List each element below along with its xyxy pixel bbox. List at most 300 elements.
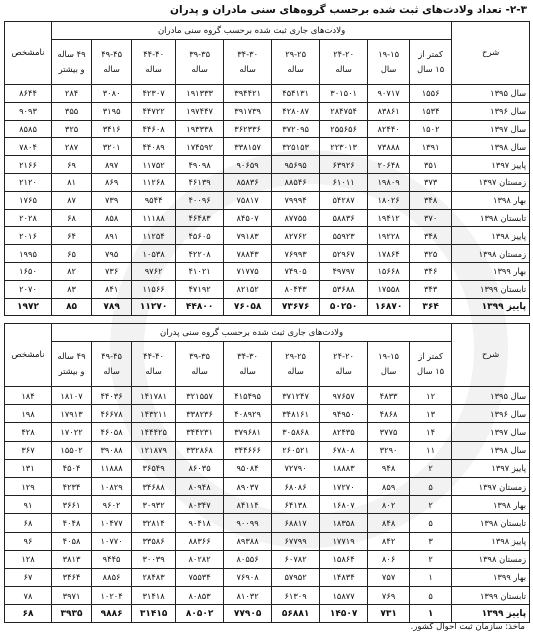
table-cell: ۴۴۷۲۲ bbox=[132, 102, 176, 120]
table-cell: ۱۳۹۱ bbox=[410, 138, 452, 156]
table-cell: ۸۰۵۵۶ bbox=[224, 550, 272, 568]
table-cell: ۵ bbox=[410, 514, 452, 532]
table-cell: ۱۵۶۶۸ bbox=[368, 262, 410, 280]
table-cell: ۳۲۱۵۵۷ bbox=[176, 387, 224, 405]
header-20-24: ۲۴-۲۰ ساله bbox=[320, 342, 368, 387]
table-cell: ۴۰۵۸ bbox=[52, 532, 92, 550]
table-cell: ۲۰۶۴۸ bbox=[368, 156, 410, 174]
table-cell: ۳۴۶ bbox=[410, 262, 452, 280]
table-cell: ۷۶۰۵۸ bbox=[224, 298, 272, 316]
table-cell: ۸۶۴۴ bbox=[5, 85, 52, 103]
table-cell: ۱۱۵۶۶ bbox=[132, 280, 176, 298]
row-label: سال ۱۳۹۸ bbox=[452, 441, 530, 459]
table-cell: ۷۹۱۸۳ bbox=[224, 227, 272, 245]
table-cell: ۶۰۷۸۲ bbox=[272, 550, 320, 568]
table-cell: ۷۹۹۹۴ bbox=[272, 191, 320, 209]
header-20-24: ۲۴-۲۰ ساله bbox=[320, 40, 368, 85]
table-cell: ۸۲۴۳۵ bbox=[320, 423, 368, 441]
table-cell: ۴۶۱۳۹ bbox=[176, 173, 224, 191]
table-cell: ۸۶۰۳۵ bbox=[176, 459, 224, 477]
table-cell: ۸۱۰۳۲ bbox=[224, 587, 272, 605]
table-cell: ۸۴۲ bbox=[368, 532, 410, 550]
table-cell: ۱۰۸۲۹ bbox=[92, 477, 132, 495]
table-cell: ۸۸۵۴۶ bbox=[272, 173, 320, 191]
table-cell: ۱۱۸۸۸ bbox=[92, 459, 132, 477]
table-cell: ۴۵۶۰۵ bbox=[176, 227, 224, 245]
table-cell: ۴۶۶۷۸ bbox=[92, 405, 132, 423]
table-row bbox=[5, 102, 530, 120]
table-cell: ۹۶ bbox=[5, 532, 52, 550]
table-cell: ۶۸ bbox=[5, 514, 52, 532]
table-cell: ۱۱۲۵۴ bbox=[132, 227, 176, 245]
table-cell: ۱۰۴۷۷ bbox=[92, 514, 132, 532]
table-cell: ۱۶۸۷۰ bbox=[368, 298, 410, 316]
row-label: پاییز ۱۳۹۷ bbox=[452, 156, 530, 174]
table-cell: ۱۹۹۵ bbox=[5, 245, 52, 263]
table-cell: ۸۱ bbox=[52, 173, 92, 191]
table-cell: ۶۵ bbox=[52, 245, 92, 263]
table-cell: ۱۵۰۲ bbox=[410, 120, 452, 138]
table-cell: ۹۵۰۸۴ bbox=[224, 459, 272, 477]
table-cell: ۲۱۲۰ bbox=[5, 173, 52, 191]
table-cell: ۲۰۲۸ bbox=[5, 209, 52, 227]
table-cell: ۸۲۷۶۲ bbox=[272, 227, 320, 245]
table-cell: ۳۹۴۴۲۱ bbox=[224, 85, 272, 103]
table-cell: ۱۸۴ bbox=[5, 387, 52, 405]
table-cell: ۳۰۱۵۰۱ bbox=[320, 85, 368, 103]
table-cell: ۴۴۰۸۹ bbox=[132, 138, 176, 156]
table-row bbox=[5, 405, 530, 423]
row-label: زمستان ۱۳۹۷ bbox=[452, 173, 530, 191]
row-label: زمستان ۱۳۹۸ bbox=[452, 550, 530, 568]
table-cell: ۶۹ bbox=[52, 156, 92, 174]
table-cell: ۹۸۸۶ bbox=[92, 605, 132, 623]
table-cell: ۱۵۸۶۴ bbox=[320, 550, 368, 568]
table-cell: ۷۸۹ bbox=[92, 298, 132, 316]
table-cell: ۸۰۸۵۳ bbox=[176, 587, 224, 605]
row-label: پاییز ۱۳۹۹ bbox=[452, 605, 530, 623]
table-cell: ۱۲۹ bbox=[5, 477, 52, 495]
table-cell: ۲ bbox=[410, 459, 452, 477]
header-45-49: ۴۹-۴۵ ساله bbox=[92, 342, 132, 387]
table-cell: ۹۰۷۱۷ bbox=[368, 85, 410, 103]
header-49-plus: ۴۹ ساله و بیشتر bbox=[52, 342, 92, 387]
table-cell: ۴۴۶۰۸ bbox=[132, 120, 176, 138]
table-cell: ۱ bbox=[410, 605, 452, 623]
table-cell: ۳۴۸ bbox=[410, 191, 452, 209]
table-cell: ۱۴۵۰۷ bbox=[320, 605, 368, 623]
table-cell: ۸۲۴۴۰ bbox=[368, 120, 410, 138]
table-cell: ۳۷۲۰۹۵ bbox=[272, 120, 320, 138]
table-cell: ۲۱۶۶ bbox=[5, 156, 52, 174]
table-cell: ۴۱۵۴۹۵ bbox=[224, 387, 272, 405]
table-cell: ۹۰۹۳ bbox=[5, 102, 52, 120]
table-row bbox=[5, 262, 530, 280]
table-cell: ۷۶۹ bbox=[368, 587, 410, 605]
table-row bbox=[5, 209, 530, 227]
table-cell: ۳۶۶۱ bbox=[52, 496, 92, 514]
table-cell: ۹۱ bbox=[5, 496, 52, 514]
header-25-29: ۲۹-۲۵ ساله bbox=[272, 342, 320, 387]
table-cell: ۷۷۹۰۵ bbox=[224, 605, 272, 623]
row-label: سال ۱۳۹۷ bbox=[452, 120, 530, 138]
table-cell: ۱۴ bbox=[410, 423, 452, 441]
table-cell: ۸۵۸۳۶ bbox=[224, 173, 272, 191]
row-label: تابستان ۱۳۹۸ bbox=[452, 209, 530, 227]
table-cell: ۳۴۶۴ bbox=[52, 568, 92, 586]
table-cell: ۷۵۷ bbox=[368, 568, 410, 586]
table-cell: ۱۷۲۷۰ bbox=[320, 477, 368, 495]
table-cell: ۸۲۱۵۲ bbox=[224, 280, 272, 298]
table-cell: ۸۵۸۵ bbox=[5, 120, 52, 138]
row-label: تابستان ۱۳۹۹ bbox=[452, 587, 530, 605]
table-cell: ۱۱۱۸۸ bbox=[132, 209, 176, 227]
table-cell: ۳۱۹۵ bbox=[92, 102, 132, 120]
table-cell: ۱۱۷۵۲ bbox=[132, 156, 176, 174]
table-cell: ۶۷ bbox=[5, 568, 52, 586]
table-cell: ۷۱۷۷۵ bbox=[224, 262, 272, 280]
table-cell: ۹۶۰۲ bbox=[92, 496, 132, 514]
table-cell: ۴۰۴۸ bbox=[52, 514, 92, 532]
table-cell: ۷۳۶ bbox=[92, 262, 132, 280]
table-cell: ۷۶۹۹۳ bbox=[272, 245, 320, 263]
table-cell: ۴۶۴۸۳ bbox=[176, 209, 224, 227]
table-cell: ۳۶۵۴۹ bbox=[132, 459, 176, 477]
table-row bbox=[5, 587, 530, 605]
table-cell: ۳۲۵ bbox=[410, 245, 452, 263]
table-cell: ۱۷۷۱۹ bbox=[320, 532, 368, 550]
table-cell: ۴۱۰۲۱ bbox=[176, 262, 224, 280]
table-cell: ۲۶۰۵۲۱ bbox=[272, 441, 320, 459]
header-30-34: ۳۴-۳۰ ساله bbox=[224, 342, 272, 387]
table-cell: ۱۷۵۵۸ bbox=[368, 280, 410, 298]
header-40-44: ۴۴-۴۰ ساله bbox=[132, 342, 176, 387]
table-cell: ۸۰۹۴۸ bbox=[176, 477, 224, 495]
table-cell: ۹۰۶۵۹ bbox=[224, 156, 272, 174]
table-cell: ۵۸۸۳۶ bbox=[320, 209, 368, 227]
table-cell: ۳۷۷۵ bbox=[368, 423, 410, 441]
table-cell: ۱۴۴۴۲۵ bbox=[132, 423, 176, 441]
table-cell: ۱۲۱۸۷۹ bbox=[132, 441, 176, 459]
table-cell: ۶۸۰۸۶ bbox=[272, 477, 320, 495]
table-cell: ۴۰۰۹۶ bbox=[176, 191, 224, 209]
table-cell: ۸۴۵۰۷ bbox=[224, 209, 272, 227]
header-under15: کمتر از ۱۵ سال bbox=[410, 342, 452, 387]
page-title: ۲-۳- تعداد ولادت‌های ثبت شده برحسب گروه‌های سنی مادران و پدران bbox=[170, 4, 527, 16]
row-label: تابستان ۱۳۹۸ bbox=[452, 514, 530, 532]
table-cell: ۲ bbox=[410, 550, 452, 568]
table-cell: ۲۰۷۰ bbox=[5, 280, 52, 298]
header-40-44: ۴۴-۴۰ ساله bbox=[132, 40, 176, 85]
table-cell: ۹۴۸ bbox=[368, 459, 410, 477]
table-cell: ۳۲۸۱۴ bbox=[132, 514, 176, 532]
table-cell: ۴۹۷۹۷ bbox=[320, 262, 368, 280]
table-cell: ۳۸۱۳ bbox=[52, 550, 92, 568]
table-cell: ۸۹۳۸۸ bbox=[224, 532, 272, 550]
row-label: بهار ۱۳۹۹ bbox=[452, 568, 530, 586]
table-cell: ۸۰۵۰۲ bbox=[176, 605, 224, 623]
row-label: تابستان ۱۳۹۹ bbox=[452, 280, 530, 298]
table-cell: ۴۲۲۰۸ bbox=[176, 245, 224, 263]
table-row bbox=[5, 156, 530, 174]
header-35-39: ۳۹-۳۵ ساله bbox=[176, 40, 224, 85]
table-cell: ۶۷۸۰۸ bbox=[320, 441, 368, 459]
table-row bbox=[5, 85, 530, 103]
table-cell: ۹۴۴۵ bbox=[92, 550, 132, 568]
fathers-age-table bbox=[4, 323, 530, 623]
table-cell: ۸۰۶ bbox=[368, 550, 410, 568]
table-cell: ۷۸۰۴ bbox=[5, 138, 52, 156]
table-row bbox=[5, 120, 530, 138]
table-row bbox=[5, 227, 530, 245]
table-row bbox=[5, 298, 530, 316]
header-49-plus: ۴۹ ساله و بیشتر bbox=[52, 40, 92, 85]
table-cell: ۳۴۱۶ bbox=[92, 120, 132, 138]
row-label: بهار ۱۳۹۹ bbox=[452, 262, 530, 280]
table-cell: ۸۸۳۶۶ bbox=[176, 532, 224, 550]
table-row bbox=[5, 532, 530, 550]
table-cell: ۱۹۳۳۳۸ bbox=[176, 120, 224, 138]
table-cell: ۱۹۲۲۸ bbox=[368, 227, 410, 245]
table-cell: ۷۳۱ bbox=[368, 605, 410, 623]
table-cell: ۴۹۰۹۸ bbox=[176, 156, 224, 174]
table-cell: ۸۵۸ bbox=[92, 209, 132, 227]
table-cell: ۸۳۸۶۱ bbox=[368, 102, 410, 120]
table-cell: ۴۵۰۴ bbox=[52, 459, 92, 477]
table-cell: ۵۳۶۸۸ bbox=[320, 280, 368, 298]
table-cell: ۱۰۵۳۸ bbox=[132, 245, 176, 263]
table-cell: ۶۱۰۱۱ bbox=[320, 173, 368, 191]
table-cell: ۸۸۵۶ bbox=[92, 568, 132, 586]
table-row bbox=[5, 568, 530, 586]
row-label: سال ۱۳۹۶ bbox=[452, 102, 530, 120]
table-cell: ۵۴۲۸۷ bbox=[320, 191, 368, 209]
table-cell: ۵۰۲۵۰ bbox=[320, 298, 368, 316]
table-cell: ۴۲۸ bbox=[5, 423, 52, 441]
table-cell: ۱۱۲۷۰ bbox=[132, 298, 176, 316]
table-cell: ۱۹۴۱۲ bbox=[368, 209, 410, 227]
table-cell: ۷۳۶۷۶ bbox=[272, 298, 320, 316]
table-cell: ۶۸ bbox=[5, 605, 52, 623]
table-cell: ۱۰۲۰۴ bbox=[92, 587, 132, 605]
header-35-39: ۳۹-۳۵ ساله bbox=[176, 342, 224, 387]
table-cell: ۳۰۸۰ bbox=[92, 85, 132, 103]
table-cell: ۳۴۸۱۶۱ bbox=[272, 405, 320, 423]
table-cell: ۶۷۷۹۹ bbox=[272, 532, 320, 550]
table-cell: ۸۷۷۵۵ bbox=[272, 209, 320, 227]
table-cell: ۱۲ bbox=[410, 387, 452, 405]
table-cell: ۴۵۴۱۳۱ bbox=[272, 85, 320, 103]
table-cell: ۶۸۸۱۷ bbox=[272, 514, 320, 532]
table-cell: ۳۱۴۱۸ bbox=[132, 587, 176, 605]
table-cell: ۷۹۵ bbox=[92, 245, 132, 263]
table-cell: ۳ bbox=[410, 532, 452, 550]
table-cell: ۳۷۹۶۸۱ bbox=[224, 423, 272, 441]
row-label: سال ۱۳۹۵ bbox=[452, 387, 530, 405]
table-cell: ۱۱ bbox=[410, 441, 452, 459]
table-cell: ۱۳ bbox=[410, 405, 452, 423]
table-cell: ۸۴۱ bbox=[92, 280, 132, 298]
header-unknown: نامشخص bbox=[5, 22, 52, 85]
mothers-group-header: ولادت‌های جاری ثبت شده برحسب گروه سنی مادران bbox=[52, 22, 452, 40]
table-cell: ۳۶۲۳۳۶ bbox=[224, 120, 272, 138]
table-cell: ۱۹۸۰۹ bbox=[368, 173, 410, 191]
table-cell: ۸۰۲۸۲ bbox=[176, 550, 224, 568]
table-cell: ۳۹۷۱ bbox=[52, 587, 92, 605]
mothers-age-table bbox=[4, 21, 530, 316]
table-cell: ۹۵۴۴ bbox=[132, 191, 176, 209]
table-cell: ۲۲۳۰۱۳ bbox=[320, 138, 368, 156]
table-cell: ۸۰۲ bbox=[368, 496, 410, 514]
table-cell: ۳۴۳ bbox=[410, 280, 452, 298]
table-cell: ۳۲۹۰ bbox=[368, 441, 410, 459]
table-cell: ۱۷۴۵۹۲ bbox=[176, 138, 224, 156]
table-cell: ۱۷۸۶۴ bbox=[368, 245, 410, 263]
table-cell: ۳۳۵۸۶ bbox=[132, 532, 176, 550]
header-15-19: ۱۹-۱۵ سال bbox=[368, 40, 410, 85]
table-cell: ۷۵۵۳۴ bbox=[176, 568, 224, 586]
table-cell: ۷۸۸۴۳ bbox=[224, 245, 272, 263]
table-cell: ۴۲۸۰۸۷ bbox=[272, 102, 320, 120]
table-cell: ۳۵۵ bbox=[52, 102, 92, 120]
table-cell: ۲۸۴۷۵۴ bbox=[320, 102, 368, 120]
row-label: سال ۱۳۹۵ bbox=[452, 85, 530, 103]
row-label: زمستان ۱۳۹۷ bbox=[452, 477, 530, 495]
fathers-group-header: ولادت‌های جاری ثبت شده برحسب گروه سنی پدران bbox=[52, 324, 452, 342]
table-cell: ۹۰۰۹۹ bbox=[224, 514, 272, 532]
header-sharh: شرح bbox=[452, 324, 530, 387]
table-cell: ۶۴۱۳۸ bbox=[272, 496, 320, 514]
table-row bbox=[5, 138, 530, 156]
table-cell: ۱۹۷۴۴۷ bbox=[176, 102, 224, 120]
table-cell: ۱۷۹۱۳ bbox=[52, 405, 92, 423]
table-cell: ۳۴۴۲۳۱ bbox=[176, 423, 224, 441]
table-cell: ۳۶۷ bbox=[5, 441, 52, 459]
table-cell: ۴۸۶۸ bbox=[368, 405, 410, 423]
table-cell: ۳۲۵۱۵۳ bbox=[272, 138, 320, 156]
table-cell: ۵ bbox=[410, 477, 452, 495]
table-cell: ۸۹۱ bbox=[92, 227, 132, 245]
table-cell: ۹۷۶۲ bbox=[132, 262, 176, 280]
table-cell: ۱۸۳۵۸ bbox=[320, 514, 368, 532]
table-cell: ۳۷۳ bbox=[410, 173, 452, 191]
table-cell: ۱۰۷۷۰ bbox=[92, 532, 132, 550]
table-cell: ۶۳۹۲۶ bbox=[320, 156, 368, 174]
table-cell: ۵۵۹۲۳ bbox=[320, 227, 368, 245]
row-label: سال ۱۳۹۷ bbox=[452, 423, 530, 441]
table-cell: ۴۲۳۴ bbox=[52, 477, 92, 495]
table-row bbox=[5, 423, 530, 441]
table-cell: ۳۱۴۱۵ bbox=[132, 605, 176, 623]
row-label: زمستان ۱۳۹۸ bbox=[452, 245, 530, 263]
table-row bbox=[5, 387, 530, 405]
table-cell: ۵۷۹۵۲ bbox=[272, 568, 320, 586]
table-cell: ۸۴۱۱۴ bbox=[224, 496, 272, 514]
table-cell: ۴۲۳۰۷ bbox=[132, 85, 176, 103]
table-cell: ۱۹۷۲ bbox=[5, 298, 52, 316]
table-cell: ۳۴۴۶۶۶ bbox=[224, 441, 272, 459]
table-row bbox=[5, 459, 530, 477]
table-row bbox=[5, 173, 530, 191]
table-cell: ۳۹۱۷۳۹ bbox=[224, 102, 272, 120]
row-label: بهار ۱۳۹۸ bbox=[452, 496, 530, 514]
table-cell: ۸۹۰۳۷ bbox=[224, 477, 272, 495]
table-cell: ۳۰۰۳۹ bbox=[132, 550, 176, 568]
table-cell: ۲۸۷ bbox=[52, 138, 92, 156]
header-under15: کمتر از ۱۵ سال bbox=[410, 40, 452, 85]
table-cell: ۱۷۰۲۲ bbox=[52, 423, 92, 441]
table-cell: ۲۵۵۶۵۶ bbox=[320, 120, 368, 138]
row-label: پاییز ۱۳۹۷ bbox=[452, 459, 530, 477]
table-row bbox=[5, 280, 530, 298]
table-cell: ۲ bbox=[410, 496, 452, 514]
table-cell: ۱۴۸۳۴ bbox=[320, 568, 368, 586]
table-cell: ۸۶۹ bbox=[92, 173, 132, 191]
table-cell: ۶۱۳۰۹ bbox=[272, 587, 320, 605]
table-cell: ۴۷۱۹۲ bbox=[176, 280, 224, 298]
table-cell: ۱۴۳۲۱۱ bbox=[132, 405, 176, 423]
header-15-19: ۱۹-۱۵ سال bbox=[368, 342, 410, 387]
table-cell: ۵ bbox=[410, 587, 452, 605]
table-cell: ۲۰۱۶ bbox=[5, 227, 52, 245]
table-cell: ۳۳۲۸۶۸ bbox=[176, 441, 224, 459]
table-cell: ۹۰۴۱۸ bbox=[176, 514, 224, 532]
table-cell: ۸۳ bbox=[52, 280, 92, 298]
table-cell: ۸۹۷ bbox=[92, 156, 132, 174]
table-cell: ۲۸۴۸۳ bbox=[132, 568, 176, 586]
table-cell: ۳۴۶۸۸ bbox=[132, 477, 176, 495]
table-cell: ۳۹۰۸۸ bbox=[92, 441, 132, 459]
table-cell: ۷۴۹۰۵ bbox=[272, 262, 320, 280]
table-cell: ۱۸۸۸۳ bbox=[320, 459, 368, 477]
table-cell: ۱۴۱۷۸۱ bbox=[132, 387, 176, 405]
table-cell: ۱ bbox=[410, 568, 452, 586]
table-cell: ۳۰۵۸۶۸ bbox=[272, 423, 320, 441]
row-label: پاییز ۱۳۹۹ bbox=[452, 298, 530, 316]
table-cell: ۳۶۴ bbox=[410, 298, 452, 316]
table-cell: ۸۵ bbox=[52, 298, 92, 316]
table-cell: ۳۴۸ bbox=[410, 227, 452, 245]
header-45-49: ۴۹-۴۵ ساله bbox=[92, 40, 132, 85]
table-row bbox=[5, 477, 530, 495]
source-note: ماخذ: سازمان ثبت احوال کشور. bbox=[410, 622, 525, 632]
table-row bbox=[5, 550, 530, 568]
table-cell: ۱۷۶۵ bbox=[5, 191, 52, 209]
table-cell: ۱۵۵۰۲ bbox=[52, 441, 92, 459]
table-cell: ۳۹۳۵ bbox=[52, 605, 92, 623]
table-row bbox=[5, 441, 530, 459]
table-cell: ۷۵۸۱۷ bbox=[224, 191, 272, 209]
table-row bbox=[5, 191, 530, 209]
table-cell: ۱۸۱۰۷ bbox=[52, 387, 92, 405]
table-cell: ۴۴۸۰۰ bbox=[176, 298, 224, 316]
header-30-34: ۳۴-۳۰ ساله bbox=[224, 40, 272, 85]
table-cell: ۱۸۰۲۶ bbox=[368, 191, 410, 209]
table-cell: ۳۳۸۱۵۷ bbox=[224, 138, 272, 156]
table-row bbox=[5, 496, 530, 514]
table-row bbox=[5, 245, 530, 263]
table-cell: ۵۲۹۶۷ bbox=[320, 245, 368, 263]
table-cell: ۳۰۹۳۲ bbox=[132, 496, 176, 514]
table-cell: ۷۳۸۸۸ bbox=[368, 138, 410, 156]
table-cell: ۴۴۰۳۶ bbox=[92, 387, 132, 405]
table-cell: ۱۵۵۶ bbox=[410, 85, 452, 103]
table-cell: ۸۲ bbox=[52, 262, 92, 280]
table-cell: ۱۹۱۳۳۳ bbox=[176, 85, 224, 103]
table-cell: ۱۶۸۰۷ bbox=[320, 496, 368, 514]
table-cell: ۶۸ bbox=[52, 209, 92, 227]
table-cell: ۷۲۷۹۰ bbox=[272, 459, 320, 477]
